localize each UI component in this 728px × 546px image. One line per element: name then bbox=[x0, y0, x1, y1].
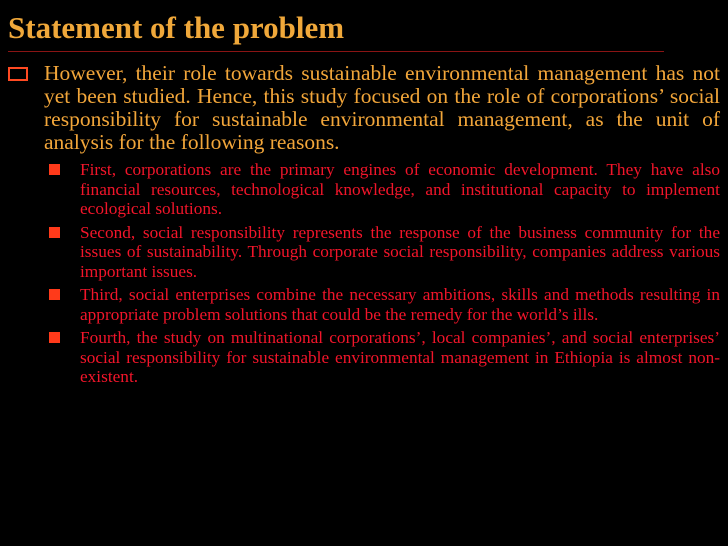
reason-text: Third, social enterprises combine the necessary ambitions, skills and methods resulting in appropriate problem solutions that could be the remedy for the world’s ills. bbox=[80, 285, 720, 324]
main-point-text: However, their role towards sustainable environmental management has not yet been studied. Hence, this study focused on the role of corporations’ social responsibility for sustainable environmental management, as the unit of analysis for the following reasons. bbox=[44, 61, 720, 154]
filled-square-bullet-icon bbox=[49, 332, 60, 343]
slide-title: Statement of the problem bbox=[8, 10, 345, 45]
reason-text: Second, social responsibility represents the response of the business community for the issues of sustainability. Through corporate social responsibility, companies address various important issues. bbox=[80, 222, 720, 281]
reason-item bbox=[49, 160, 720, 219]
reason-item bbox=[49, 328, 720, 387]
reason-text: First, corporations are the primary engines of economic development. They have also financial resources, technological knowledge, and institutional capacity to implement ecological solutions. bbox=[80, 160, 720, 218]
filled-square-bullet-icon bbox=[49, 227, 60, 238]
reason-item bbox=[49, 285, 720, 324]
hollow-square-bullet-icon bbox=[8, 67, 28, 81]
reason-text: Fourth, the study on multinational corporations’, local companies’, and social enterprises’ social responsibility for sustainable environmental management in Ethiopia is almost non-existent. bbox=[80, 328, 720, 386]
reason-item bbox=[49, 223, 720, 282]
slide-body bbox=[8, 62, 720, 391]
title-divider bbox=[8, 51, 664, 52]
reasons-list bbox=[8, 160, 720, 387]
main-bullet-item bbox=[8, 62, 720, 154]
filled-square-bullet-icon bbox=[49, 289, 60, 300]
filled-square-bullet-icon bbox=[49, 164, 60, 175]
